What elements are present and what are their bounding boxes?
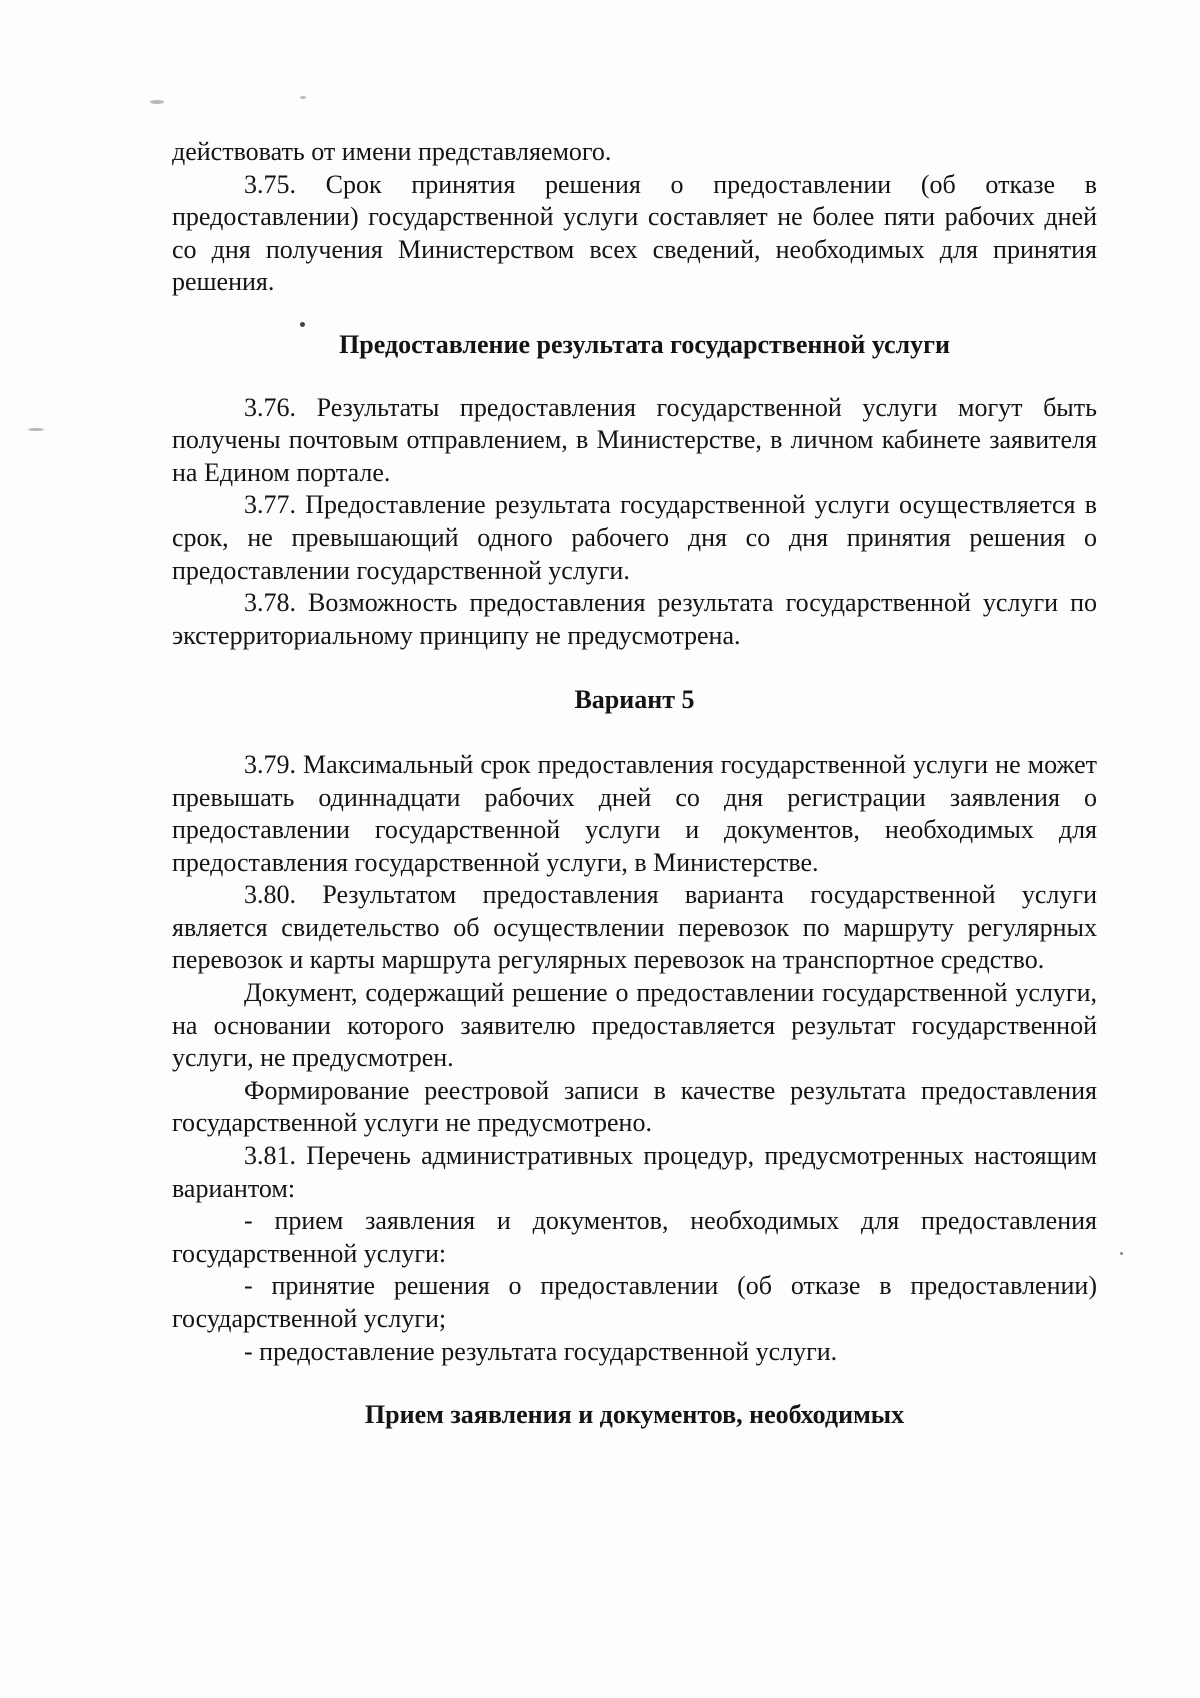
paragraph-3-79: 3.79. Максимальный срок предоставления государственной услуги не может превышать одиннадцати рабочих дней со дня регистрации заявления о предоставлении государственной услуги и документов, необходимых для предоставления государственной услуги, в Министерстве. (172, 749, 1097, 877)
scan-speck (28, 428, 44, 431)
list-item: - прием заявления и документов, необходимых для предоставления государственной услуги: (172, 1206, 1097, 1268)
list-item: - предоставление результата государственной услуги. (244, 1336, 838, 1366)
scan-speck (150, 100, 164, 104)
document-body (172, 136, 1097, 1432)
paragraph-document: Документ, содержащий решение о предоставлении государственной услуги, на основании которого заявителю предоставляется результат государственной услуги, не предусмотрен. (172, 978, 1097, 1073)
paragraph: действовать от имени представляемого. (172, 137, 612, 166)
paragraph-3-77: 3.77. Предоставление результата государственной услуги осуществляется в срок, не превышающий одного рабочего дня со дня принятия решения о предоставлении государственной услуги. (172, 490, 1097, 585)
paragraph-3-76: 3.76. Результаты предоставления государственной услуги могут быть получены почтовым отправлением, в Министерстве, в личном кабинете заявителя на Едином портале. (172, 392, 1097, 487)
paragraph-registry: Формирование реестровой записи в качестве результата предоставления государственной услуги не предусмотрено. (172, 1075, 1097, 1138)
paragraph-3-75: 3.75. Срок принятия решения о предоставлении (об отказе в предоставлении) государственной услуги составляет не более пяти рабочих дней со дня получения Министерством всех сведений, необходимых для принятия решения. (172, 169, 1097, 297)
heading-result: Предоставление результата государственной услуги (339, 329, 950, 359)
scan-speck (1120, 1252, 1123, 1255)
heading-variant: Вариант 5 (574, 685, 695, 715)
paragraph-3-80: 3.80. Результатом предоставления варианта государственной услуги является свидетельство об осуществлении перевозок по маршруту регулярных перевозок и карты маршрута регулярных перевозок на транспортное средство. (172, 880, 1097, 975)
paragraph-3-78: 3.78. Возможность предоставления результата государственной услуги по экстерриториальному принципу не предусмотрена. (172, 588, 1097, 650)
scan-speck (300, 96, 306, 99)
paragraph-3-81: 3.81. Перечень административных процедур, предусмотренных настоящим вариантом: (172, 1141, 1097, 1203)
heading-next-section: Прием заявления и документов, необходимых (364, 1400, 905, 1430)
list-item: - принятие решения о предоставлении (об отказе в предоставлении) государственной услуги; (172, 1271, 1097, 1333)
